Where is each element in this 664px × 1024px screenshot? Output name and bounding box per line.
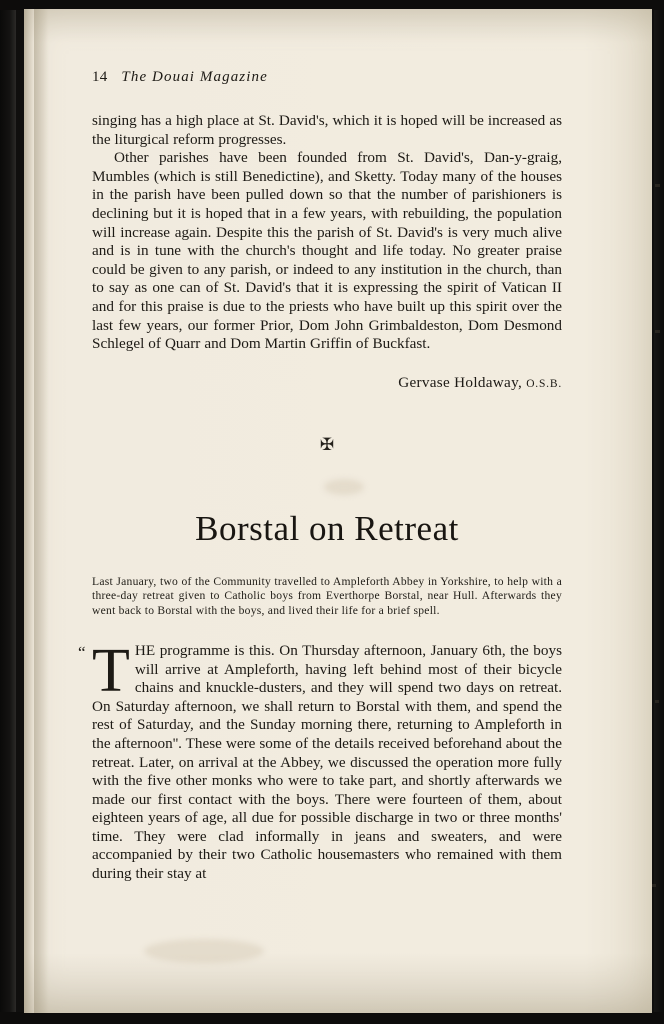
paragraph: singing has a high place at St. David's, which it is hoped will be increased as the liturgical reform progresses.: [92, 112, 562, 148]
edge-mark: [655, 700, 659, 703]
open-quote-mark: “: [78, 642, 86, 662]
edge-mark: [655, 330, 660, 333]
paper-blemish: [144, 939, 264, 963]
signature-suffix: O.S.B.: [526, 377, 562, 390]
page-curl-shadow: [34, 9, 48, 1013]
paragraph: Other parishes have been founded from St. David's, Dan-y-graig, Mumbles (which is still Benedictine), and Sketty. Today many of the houses in the parish have been pulled down so that the number of parishioners is declining but it is hoped that in a few years, with rebuilding, the population will increase again. Despite this the parish of St. David's is very much alive and is in tune with the church's thought and life today. No greater praise could be given to any parish, or indeed to any institution in the church, than to say as one can of St. David's that it is expressing the spirit of Vatican II and for this praise is due to the priests who have built up this spirit over the last few years, our former Prior, Dom John Grimbaldeston, Dom Desmond Schlegel of Quarr and Dom Martin Griffin of Buckfast.: [92, 149, 562, 353]
article-signature: [92, 374, 562, 392]
signature-name: Gervase Holdaway,: [398, 373, 523, 391]
running-head: [92, 69, 562, 86]
page-top-shading: [24, 9, 652, 43]
paragraph: HE programme is this. On Thursday afternoon, January 6th, the boys will arrive at Ampleforth, having left behind most of their bicycle chains and knuckle-dusters, and they will spend two days on retreat. On Saturday afternoon, we shall return to Borstal with them, and spend the rest of Saturday, and the Sunday morning there, returning to Ampleforth in the afternoon''. These were some of the details received beforehand about the retreat. Later, on arrival at the Abbey, we discussed the operation more fully with the five other monks who were to take part, and shortly afterwards we made our first contact with the boys. There were fourteen of them, about eighteen years of age, all due for possible discharge in two or three months' time. They were clad informally in jeans and sweaters, and were accompanied by their two Catholic housemasters who remained with them during their stay at: [92, 641, 562, 883]
article-opening-block: [78, 636, 562, 884]
page-inner-edge: [24, 9, 34, 1013]
drop-cap: T: [92, 636, 130, 705]
book-gutter-left: [0, 0, 16, 1024]
edge-mark: [655, 184, 660, 187]
article-title: Borstal on Retreat: [195, 508, 459, 548]
book-page: [24, 9, 652, 1013]
article-standfirst: Last January, two of the Community travelled to Ampleforth Abbey in Yorkshire, to help with a three-day retreat given to Catholic boys from Everthorpe Borstal, near Hull. Afterwards they went back to Borstal with the boys, and lived their life for a brief spell.: [92, 574, 562, 617]
book-gutter-right: [654, 0, 664, 1024]
running-title: The Douai Magazine: [121, 69, 268, 85]
scan-edge-bottom: [0, 1012, 664, 1024]
cross-ornament-icon: ✠: [319, 434, 335, 454]
page-folio: 14: [92, 69, 108, 85]
page-bottom-shading: [24, 953, 652, 1013]
page-content: [78, 69, 562, 884]
